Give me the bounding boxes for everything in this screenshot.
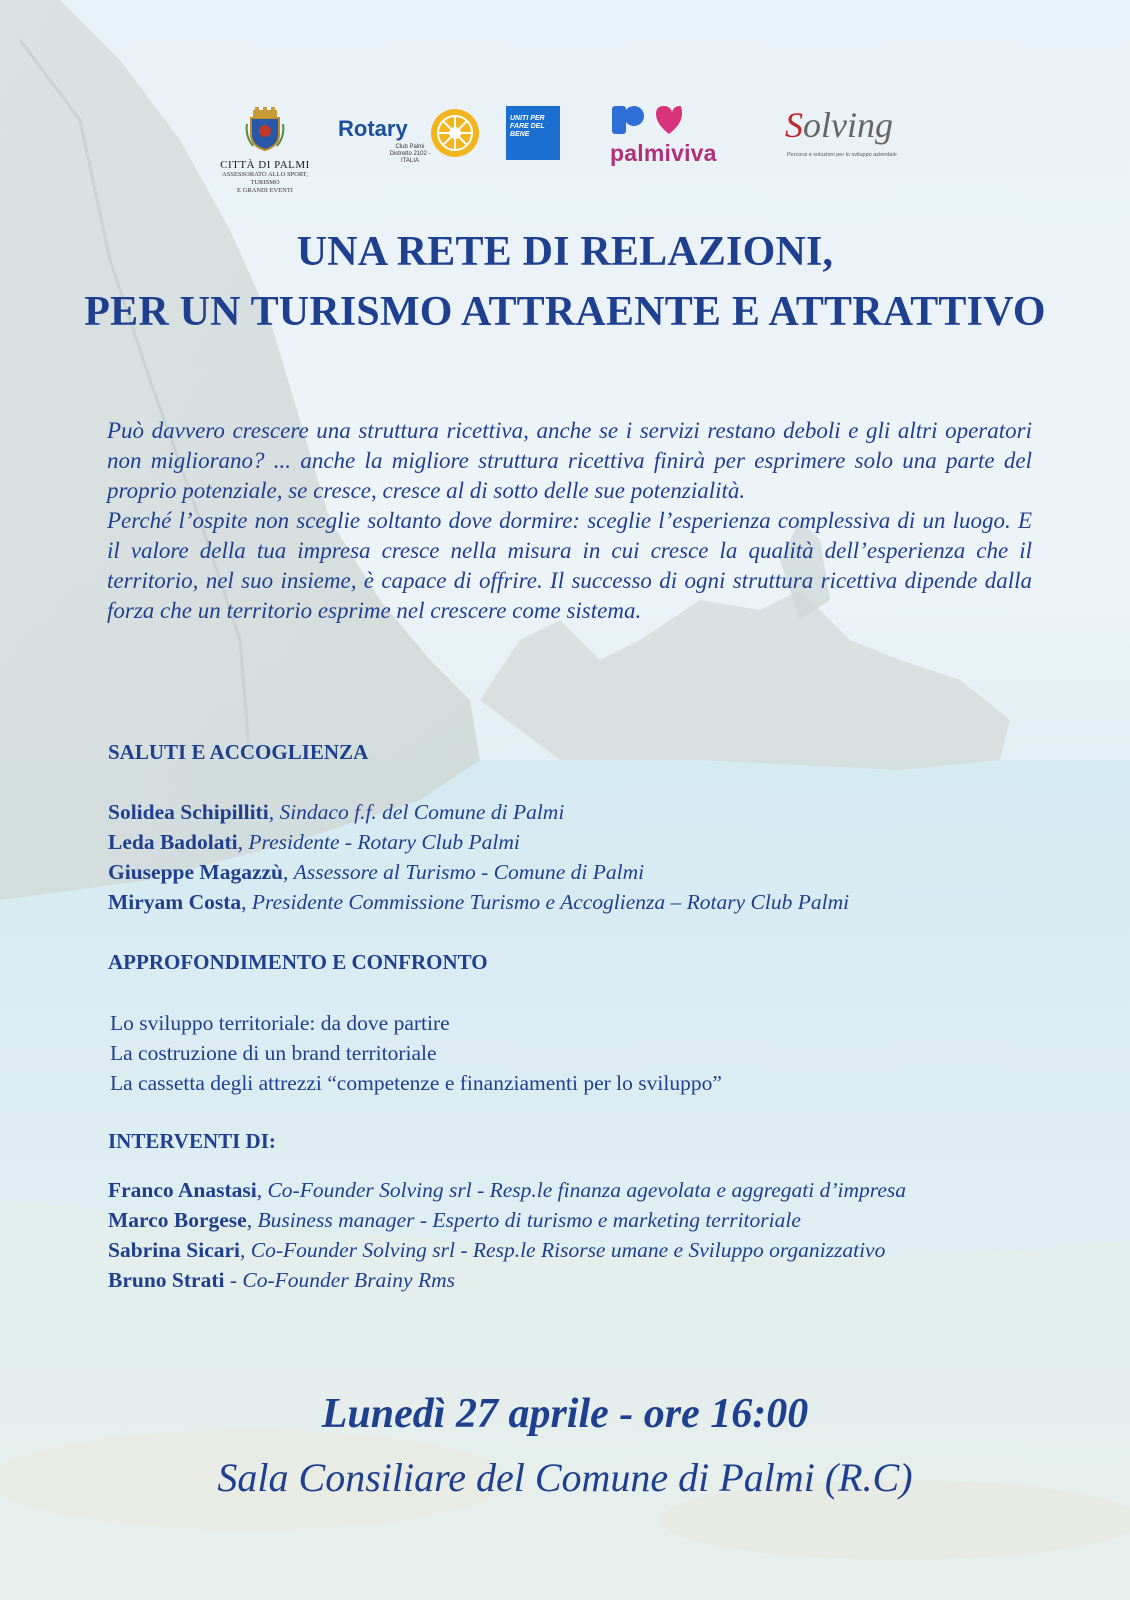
person-role: Sindaco f.f. del Comune di Palmi — [279, 800, 565, 824]
rotary-club-name: Club Palmi — [395, 144, 425, 150]
solving-s: S — [785, 105, 803, 145]
person-name: Miryam Costa — [108, 890, 242, 914]
rotary-wheel-icon — [428, 106, 482, 160]
palmi-crest-icon — [245, 106, 285, 152]
person-role: Co-Founder Solving srl - Resp.le Risorse umane e Sviluppo organizzativo — [250, 1238, 886, 1262]
list-item: Miryam Costa, Presidente Commissione Turismo e Accoglienza – Rotary Club Palmi — [108, 890, 850, 914]
rotary-word: Rotary — [338, 116, 408, 141]
person-role: Presidente Commissione Turismo e Accoglienza – Rotary Club Palmi — [251, 890, 850, 914]
uniti-per-fare-del-bene-logo — [506, 106, 560, 160]
person-name: Giuseppe Magazzù — [108, 860, 283, 884]
separator: - — [224, 1268, 243, 1292]
list-item: Giuseppe Magazzù, Assessore al Turismo - Comune di Palmi — [108, 860, 645, 884]
person-name: Leda Badolati — [108, 830, 238, 854]
person-name: Bruno Strati — [108, 1268, 225, 1292]
list-item — [108, 1265, 906, 1295]
person-role: Co-Founder Solving srl - Resp.le finanza agevolata e aggregati d’impresa — [267, 1178, 907, 1202]
topics-list — [110, 1008, 722, 1098]
list-item: Lo sviluppo territoriale: da dove partire — [110, 1011, 450, 1035]
section-heading-interventi: INTERVENTI DI: — [108, 1129, 276, 1153]
person-role: Assessore al Turismo - Comune di Palmi — [293, 860, 645, 884]
interventi-list — [108, 1175, 906, 1295]
person-name: Sabrina Sicari — [108, 1238, 241, 1262]
list-item: Solidea Schipilliti, Sindaco f.f. del Comune di Palmi — [108, 800, 565, 824]
separator: , — [256, 1178, 268, 1202]
solving-tagline: Percorsi e soluzioni per lo sviluppo aziendale — [787, 152, 897, 158]
uniti-text — [510, 115, 545, 139]
palmiviva-logo — [610, 104, 745, 164]
person-name: Solidea Schipilliti — [108, 800, 269, 824]
separator: , — [246, 1208, 258, 1232]
uniti-line2: FARE DEL — [510, 123, 545, 130]
uniti-line3: BENE — [510, 131, 530, 138]
list-item: La cassetta degli attrezzi “competenze e finanziamenti per lo sviluppo” — [110, 1071, 722, 1095]
person-role: Business manager - Esperto di turismo e marketing territoriale — [257, 1208, 801, 1232]
person-role: Co-Founder Brainy Rms — [242, 1268, 455, 1292]
list-item: La costruzione di un brand territoriale — [110, 1041, 437, 1065]
palmi-logo-name: CITTÀ DI PALMI — [220, 159, 310, 171]
palmi-logo-sub1: ASSESSORATO ALLO SPORT, TURISMO — [222, 171, 308, 186]
citta-di-palmi-logo — [210, 106, 320, 195]
uniti-line1: UNITI PER — [510, 115, 545, 122]
palmi-logo-sub2: E GRANDI EVENTI — [237, 187, 293, 194]
intro-paragraph-2: Perché l’ospite non sceglie soltanto dove dormire: sceglie l’esperienza complessiva di un luogo. E il valore della tua impresa cresce nella misura in cui cresce la qualità dell’esperienza che il territorio, nel suo insieme, è capace di offrire. Il successo di ogni struttura ricettiva dipende dalla forza che un territorio esprime nel crescere come sistema. — [107, 508, 1032, 623]
logos-row — [210, 100, 930, 200]
person-name: Franco Anastasi — [108, 1178, 257, 1202]
saluti-list — [108, 797, 849, 917]
separator: , — [240, 1238, 251, 1262]
list-item — [108, 1235, 906, 1265]
palmiviva-heart-icon — [612, 104, 682, 136]
title-line-1: UNA RETE DI RELAZIONI, — [296, 229, 834, 275]
list-item: Leda Badolati, Presidente - Rotary Club Palmi — [108, 830, 520, 854]
rotary-district: Distretto 2102 - ITALIA — [389, 151, 431, 164]
list-item — [108, 1175, 906, 1205]
solving-rest: olving — [803, 105, 893, 145]
event-date: Lunedì 27 aprile - ore 16:00 — [321, 1391, 809, 1437]
intro-paragraph — [107, 416, 1032, 626]
section-heading-approfondimento: APPROFONDIMENTO E CONFRONTO — [108, 950, 488, 974]
rotary-club-logo — [338, 106, 488, 166]
list-item — [108, 1205, 906, 1235]
person-role: Presidente - Rotary Club Palmi — [248, 830, 520, 854]
section-heading-saluti: SALUTI E ACCOGLIENZA — [108, 740, 369, 764]
event-venue: Sala Consiliare del Comune di Palmi (R.C) — [217, 1455, 913, 1500]
person-name: Marco Borgese — [108, 1208, 247, 1232]
solving-logo — [785, 104, 910, 164]
title-line-2: PER UN TURISMO ATTRAENTE E ATTRATTIVO — [84, 289, 1046, 335]
solving-word — [785, 104, 893, 146]
palmiviva-word: palmiviva — [610, 140, 717, 166]
intro-paragraph-1: Può davvero crescere una struttura ricettiva, anche se i servizi restano deboli e gli altri operatori non migliorano? ... anche la migliore struttura ricettiva finirà per esprimere solo una parte del proprio potenziale, se cresce, cresce al di sotto delle sue potenzialità. — [107, 418, 1032, 503]
